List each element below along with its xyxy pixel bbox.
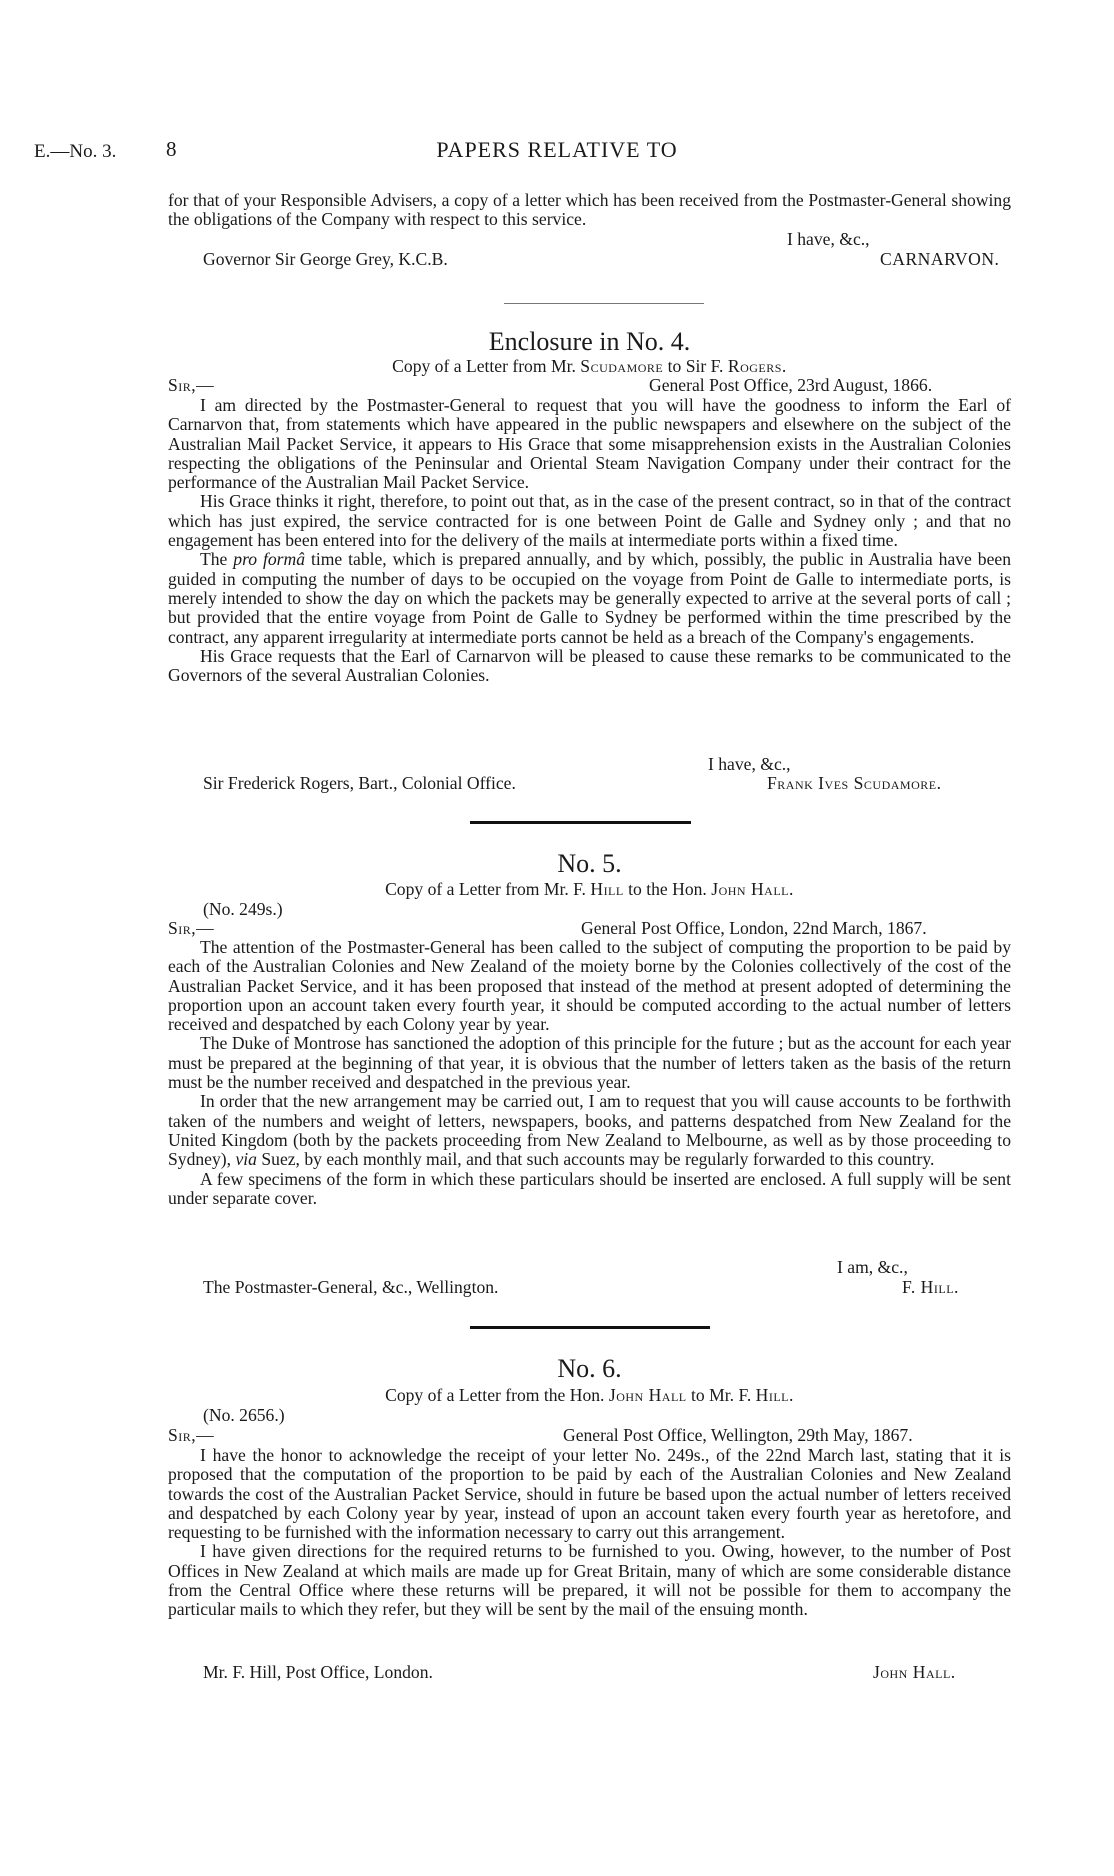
letter-body <box>168 1446 1011 1620</box>
section-heading: Enclosure in No. 4. <box>488 327 691 356</box>
italic-term: via <box>235 1149 257 1170</box>
signature: John Hall. <box>873 1662 956 1682</box>
section-subheading <box>168 1386 1011 1405</box>
section-subheading <box>168 880 1011 899</box>
subheading-text: to Sir F. <box>667 356 724 376</box>
italic-term: pro formâ <box>233 549 306 570</box>
addressee: Governor Sir George Grey, K.C.B. <box>203 249 448 269</box>
section-heading: No. 6. <box>557 1354 622 1383</box>
section-divider <box>470 821 691 824</box>
sender-name: John Hall <box>608 1385 687 1405</box>
recipient-name: John Hall. <box>711 879 794 899</box>
signature: F. Hill. <box>902 1277 959 1297</box>
salutation: Sir,— <box>168 1425 215 1445</box>
letter-body <box>168 396 1011 685</box>
recipient-name: Hill. <box>755 1385 794 1405</box>
paragraph: I have the honor to acknowledge the receipt of your letter No. 249s., of the 22nd March last, stating that it is proposed that the computation of the proportion to be paid by each of the Australian Colonies and New Zealand towards the cost of the Australian Packet Service, should in future be based upon the actual number of letters received and despatched by each Colony year by year, instead of upon an account taken every fourth year as heretofore, and requesting to be furnished with the information necessary to carry out this arrangement. <box>168 1445 1011 1543</box>
addressee: Sir Frederick Rogers, Bart., Colonial Office. <box>203 773 516 793</box>
letter-reference: (No. 249s.) <box>203 899 283 919</box>
letter-body <box>168 938 1011 1208</box>
recipient-name: Rogers. <box>727 356 787 376</box>
signature: Frank Ives Scudamore. <box>767 773 942 793</box>
signature: CARNARVON. <box>880 249 1000 269</box>
page-title: PAPERS RELATIVE TO <box>436 137 678 162</box>
salutation: Sir,— <box>168 375 215 395</box>
letter-reference: (No. 2656.) <box>203 1405 285 1425</box>
subheading-text: Copy of a Letter from the Hon. <box>385 1385 605 1405</box>
paragraph: The Duke of Montrose has sanctioned the adoption of this principle for the future ; but as the account for each year must be prepared at the beginning of that year, it is obvious that the number of letters taken as the basis of the return must be the number received and despatched in the previous year. <box>168 1033 1011 1093</box>
subheading-text: Copy of a Letter from Mr. F. <box>385 879 586 899</box>
paragraph <box>168 550 1011 646</box>
paragraph <box>168 1092 1011 1169</box>
paragraph-text: time table, which is prepared annually, and by which, possibly, the public in Australia have been guided in computing the number of days to be occupied on the voyage from Point de Galle to intermediate ports, is merely intended to show the day on which the packets may be generally expected to arrive at the several ports of call ; but provided that the entire voyage from Point de Galle to Sydney be performed within the time prescribed by the contract, any apparent irregularity at intermediate ports cannot be held as a breach of the Company's engagements. <box>168 549 1011 647</box>
page-number: 8 <box>166 137 177 161</box>
dateline: General Post Office, 23rd August, 1866. <box>649 375 933 395</box>
closing: I am, &c., <box>837 1257 908 1277</box>
paragraph-text: Suez, by each monthly mail, and that such accounts may be regularly forwarded to this country. <box>261 1149 935 1170</box>
closing: I have, &c., <box>787 229 870 249</box>
document-reference: E.—No. 3. <box>34 141 117 162</box>
paragraph-text: The <box>200 549 228 570</box>
subheading-text: to Mr. F. <box>691 1385 752 1405</box>
subheading-text: to the Hon. <box>628 879 707 899</box>
paragraph-text: In order that the new arrangement may be carried out, I am to request that you will cause accounts to be forthwith taken of the numbers and weight of letters, newspapers, books, and patterns despatched from New Zealand for the United Kingdom (both by the packets proceeding from New Zealand to Melbourne, as well as by those proceeding to Sydney), <box>168 1091 1011 1170</box>
paragraph: I have given directions for the required returns to be furnished to you. Owing, however, to the number of Post Offices in New Zealand at which mails are made up for Great Britain, many of which are some considerable distance from the Central Office where these returns will be prepared, it will not be possible for them to accompany the particular mails to which they refer, but they will be sent by the mail of the ensuing month. <box>168 1541 1011 1620</box>
paragraph: His Grace thinks it right, therefore, to point out that, as in the case of the present contract, so in that of the contract which has just expired, the service contracted for is one between Point de Galle and Sydney only ; and that no engagement has been entered into for the delivery of the mails at intermediate ports within a fixed time. <box>168 491 1011 551</box>
paragraph: The attention of the Postmaster-General has been called to the subject of computing the proportion to be paid by each of the Australian Colonies and New Zealand of the moiety borne by the Colonies collectively of the cost of the Australian Packet Service, and it has been proposed that instead of the method at present adopted of determining the proportion upon an account taken every fourth year, it should be computed according to the actual number of letters received and despatched by each Colony year by year. <box>168 937 1011 1035</box>
addressee: The Postmaster-General, &c., Wellington. <box>203 1277 499 1297</box>
subheading-text: Copy of a Letter from Mr. <box>392 356 576 376</box>
paragraph: for that of your Responsible Advisers, a copy of a letter which has been received from the Postmaster-General showing the obligations of the Company with respect to this service. <box>168 190 1011 230</box>
closing: I have, &c., <box>708 754 791 774</box>
section-heading: No. 5. <box>557 849 622 878</box>
section-divider <box>470 1326 710 1329</box>
section-divider <box>504 303 704 304</box>
letter-no4-tail <box>168 191 1011 230</box>
sender-name: Scudamore <box>580 356 664 376</box>
sender-name: Hill <box>590 879 624 899</box>
section-subheading <box>168 357 1011 376</box>
dateline: General Post Office, Wellington, 29th May, 1867. <box>563 1425 913 1445</box>
paragraph: I am directed by the Postmaster-General to request that you will have the goodness to inform the Earl of Carnarvon that, from statements which have appeared in the public newspapers and elsewhere on the subject of the Australian Mail Packet Service, it appears to His Grace that some misapprehension exists in the Australian Colonies respecting the obligations of the Peninsular and Oriental Steam Navigation Company under their contract for the performance of the Australian Mail Packet Service. <box>168 395 1011 493</box>
paragraph: His Grace requests that the Earl of Carnarvon will be pleased to cause these remarks to be communicated to the Governors of the several Australian Colonies. <box>168 645 1011 686</box>
addressee: Mr. F. Hill, Post Office, London. <box>203 1662 433 1682</box>
paragraph: A few specimens of the form in which these particulars should be inserted are enclosed. A full supply will be sent under separate cover. <box>168 1168 1011 1208</box>
salutation: Sir,— <box>168 918 215 938</box>
dateline: General Post Office, London, 22nd March, 1867. <box>581 918 927 938</box>
